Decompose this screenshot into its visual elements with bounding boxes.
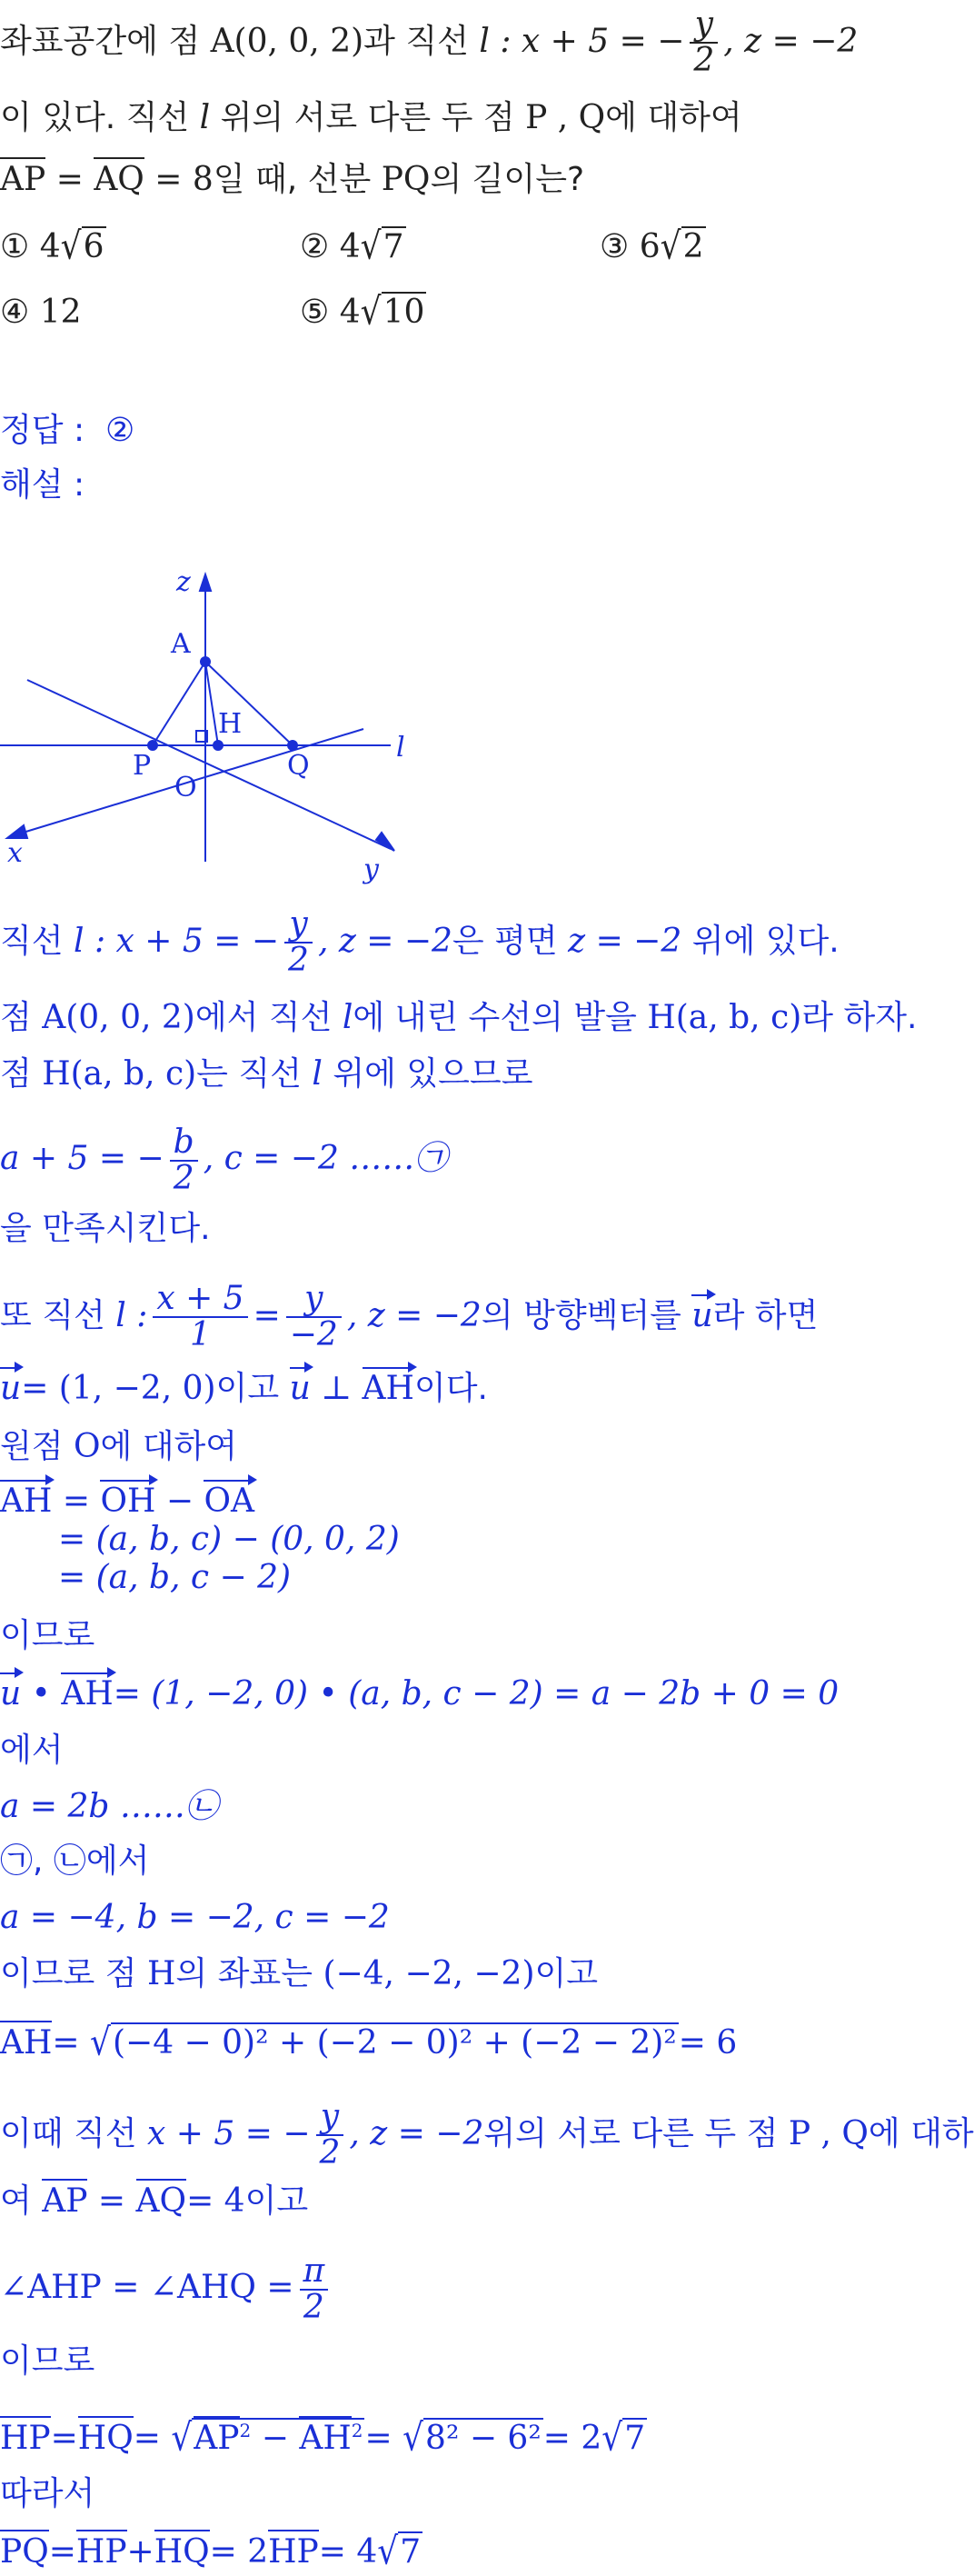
eq: = 2 [209,2533,269,2571]
num: b [170,1125,198,1162]
choice-num: ② [300,228,330,265]
text: 좌표공간에 점 [0,23,201,60]
coef: 4 [339,294,361,331]
choice-1[interactable]: ① 4√6 [0,225,104,268]
choice-3[interactable]: ③ 6√2 [600,225,704,268]
y-axis [27,680,391,849]
sol-line-3 [0,1054,532,1094]
label-h: H [218,708,243,740]
t: 점 [0,1055,32,1093]
pt: H(a, b, c) [42,1055,197,1093]
coordinate-diagram [0,562,418,889]
hp: HP [268,2530,319,2571]
text: 과 직선 [363,23,469,60]
point-a: A(0, 0, 2) [210,23,364,60]
eq: = [97,2182,126,2220]
t: 이고 [215,1370,280,1407]
sol-line-2 [0,998,918,1038]
text: 일 때, 선분 [213,161,372,198]
pt: H(a, b, c) [647,999,802,1036]
ap: AP [194,2416,239,2457]
vec-oa: OA [204,1483,254,1520]
sol-line-19: AH= √(−4 − 0)² + (−2 − 0)² + (−2 − 2)²= 6 [0,2021,738,2064]
problem-line-3 [0,160,584,200]
t: 에 대하 [868,2115,974,2152]
hq: HQ [154,2530,210,2571]
sol-line-25: 따라서 [0,2475,95,2512]
eq: ∠AHP = ∠AHQ = [0,2269,294,2306]
sol-line-13 [0,1674,839,1714]
radicand: 7 [624,2420,646,2457]
l: l [312,1055,323,1093]
eq: = 4 [186,2182,245,2220]
label-z: z [176,566,191,598]
eq: = [48,2533,76,2571]
z-arrow [200,574,211,591]
frac [300,2254,329,2325]
t: 의 방향벡터를 [481,1297,681,1334]
point-q-dot [288,741,297,750]
sol-line-22 [0,2254,333,2325]
vec-ah: AH [61,1675,114,1712]
frac [153,1282,247,1353]
point-a-dot [201,657,210,666]
t: 에 내린 수선의 발을 [353,999,637,1036]
t: 은 평면 [452,923,558,960]
den: 2 [288,942,309,979]
fraction [690,7,718,78]
t: 또 직선 [0,1297,105,1334]
num: y [286,1282,342,1318]
minus: − [165,1483,194,1520]
sol-line-8 [0,1427,237,1467]
text: 위의 서로 다른 두 점 [220,99,515,136]
den: 2 [319,2134,341,2172]
point-p-dot [148,741,157,750]
answer-line [0,411,134,451]
eq: = (1, −2, 0) • (a, b, c − 2) = a − 2b + 0 = 0 [113,1675,840,1712]
den: 2 [693,42,715,79]
eq: = [55,161,84,198]
choice-2[interactable]: ② 4√7 [300,225,404,268]
t: 위의 서로 다른 두 점 [483,2115,779,2152]
t: 이때 직선 [0,2115,137,2152]
sol-line-6 [0,1282,818,1353]
hq: HQ [78,2416,134,2457]
sol-line-10: = (a, b, c) − (0, 0, 2) [58,1521,400,1558]
frac [170,1125,198,1196]
sol-line-18 [0,1954,598,1994]
x-arrow [7,825,27,838]
line-eq: l : x + 5 = − [479,23,685,60]
t: 에서 직선 [194,999,333,1036]
t: 라 하자. [801,999,918,1036]
ap: AP [0,157,45,198]
t: 직선 [0,923,64,960]
sol-line-24: $HP=HQ= √AP^2 - AH^2= √8^2 - 6^2= 2√7$ [0,2416,646,2460]
den: 1 [190,1316,211,1353]
point-h-dot [214,741,223,750]
sol-line-7 [0,1369,488,1409]
eq: , c = −2 ……㉠ [203,1140,448,1177]
l: l : [115,1297,148,1334]
coords: (−4, −2, −2) [323,1955,535,1992]
eq: = (1, −2, 0) [21,1370,216,1407]
eq: z = −2 [568,923,682,960]
num: y [316,2100,344,2136]
sol-line-4 [0,1125,447,1196]
label-a: A [171,628,191,660]
num: π [300,2254,329,2291]
text: 의 길이는? [430,161,585,198]
sol-line-11: = (a, b, c − 2) [58,1559,292,1596]
line-eq-z: , z = −2 [723,23,859,60]
frac [284,907,313,978]
t: 에 대하여 [100,1428,238,1465]
o: O [74,1428,101,1465]
eq: = [50,2420,78,2457]
choice-num: ⑤ [300,294,330,331]
rad: 10 [383,294,425,331]
coef: 4 [39,228,61,265]
sol-line-15: a = 2b ……㉡ [0,1788,218,1825]
rad: 7 [383,228,404,265]
text: 에 대하여 [605,99,742,136]
sol-line-9 [0,1482,254,1522]
vec-u: u [0,1370,22,1407]
vec-oh: OH [100,1483,156,1520]
radicand: 7 [400,2533,422,2571]
frac [316,2100,344,2171]
label-y: y [363,854,379,885]
line-ap [153,662,205,745]
dot: • [31,1675,51,1712]
sol-line-20 [0,2100,974,2171]
vec-u: u [691,1297,713,1334]
coef: 6 [639,228,661,265]
num: y [284,907,313,944]
eq: l : x + 5 = − [74,923,280,960]
eq: x + 5 = − [147,2115,311,2152]
l: l [342,999,353,1036]
vec-u: u [0,1675,22,1712]
explanation-label: 해설 : [0,466,85,504]
label-o: O [174,772,197,804]
sol-line-5: 을 만족시킨다. [0,1210,211,1247]
ap: AP [42,2179,87,2220]
aq: AQ [94,157,144,198]
num: y [690,7,718,44]
vec-u: u [289,1370,311,1407]
num: x + 5 [153,1282,247,1318]
eq: , z = −2 [349,2115,484,2152]
vec-ah: AH [362,1370,414,1407]
t: 이므로 점 [0,1955,137,1992]
den: 2 [303,2289,324,2326]
y-arrow [376,833,394,851]
pt: A(0, 0, 2) [42,999,195,1036]
choice-num: ③ [600,228,630,265]
den: 2 [173,1160,194,1197]
eq: , z = −2 [317,923,452,960]
choice-num: ① [0,228,30,265]
radicand: (−4 − 0)² + (−2 − 0)² + (−2 − 2)² [112,2024,677,2062]
sol-line-14: 에서 [0,1732,64,1769]
choice-5[interactable]: ⑤ 4√10 [300,290,425,334]
t: 의 좌표는 [175,1955,313,1992]
ah: AH [0,2021,52,2062]
sol-line-12: 이므로 [0,1617,95,1654]
hp: HP [0,2416,51,2457]
sol-line-1 [0,907,840,978]
sol-line-21 [0,2182,308,2222]
sol-line-23: 이므로 [0,2342,95,2380]
rad: 2 [682,228,704,265]
eq: = 2 [542,2420,602,2457]
radicand: 8² − 6² [425,2420,542,2457]
t: 위에 있으므로 [333,1055,533,1093]
plus: + [126,2533,154,2571]
answer-label: 정답 : [0,412,85,449]
label-p: P [133,750,152,782]
eq: = 6 [678,2024,738,2062]
choice-num: ④ [0,294,30,331]
t: 라 하면 [712,1297,819,1334]
sol-line-17: a = −4, b = −2, c = −2 [0,1899,390,1936]
answer-value: ② [105,412,135,449]
choice-4[interactable] [0,293,82,333]
hp: HP [76,2530,127,2571]
aq: AQ [136,2179,187,2220]
coef: 4 [339,228,361,265]
eq: = 4 [318,2533,378,2571]
t: 이다. [413,1370,488,1407]
eq: a + 5 = − [0,1140,164,1177]
vec-ah: AH [0,1483,53,1520]
problem-line-2 [0,98,742,138]
coef: 12 [39,294,82,331]
eq: = [253,1297,281,1334]
t: 원점 [0,1428,64,1465]
h: H [147,1955,176,1992]
eq: = [133,2420,161,2457]
t: 는 직선 [196,1055,302,1093]
eq: = [364,2420,393,2457]
l: l [199,99,211,136]
t: 점 [0,999,32,1036]
eq: = [62,1483,91,1520]
t: 이고 [534,1955,599,1992]
problem-line-1 [0,5,859,79]
sol-line-16: ㉠, ㉡에서 [0,1842,150,1880]
eq: , z = −2 [346,1297,482,1334]
t: 여 [0,2182,32,2220]
t: 이고 [244,2182,309,2220]
label-l: l [396,732,405,764]
den: −2 [289,1316,338,1353]
label-x: x [7,837,23,869]
perp: ⊥ [321,1370,353,1407]
eq8: = 8 [154,161,214,198]
sol-line-26: PQ=HP+HQ= 2HP= 4√7 [0,2530,422,2573]
text: 이 있다. 직선 [0,99,190,136]
t: 위에 있다. [691,923,840,960]
pq: PQ [0,2530,49,2571]
pq: PQ [381,161,431,198]
ah: AH [299,2416,351,2457]
pq: P , Q [788,2115,869,2152]
pq: P , Q [525,99,606,136]
rad: 6 [83,228,104,265]
eq: = [52,2024,80,2062]
frac [286,1282,342,1353]
label-q: Q [287,750,310,782]
